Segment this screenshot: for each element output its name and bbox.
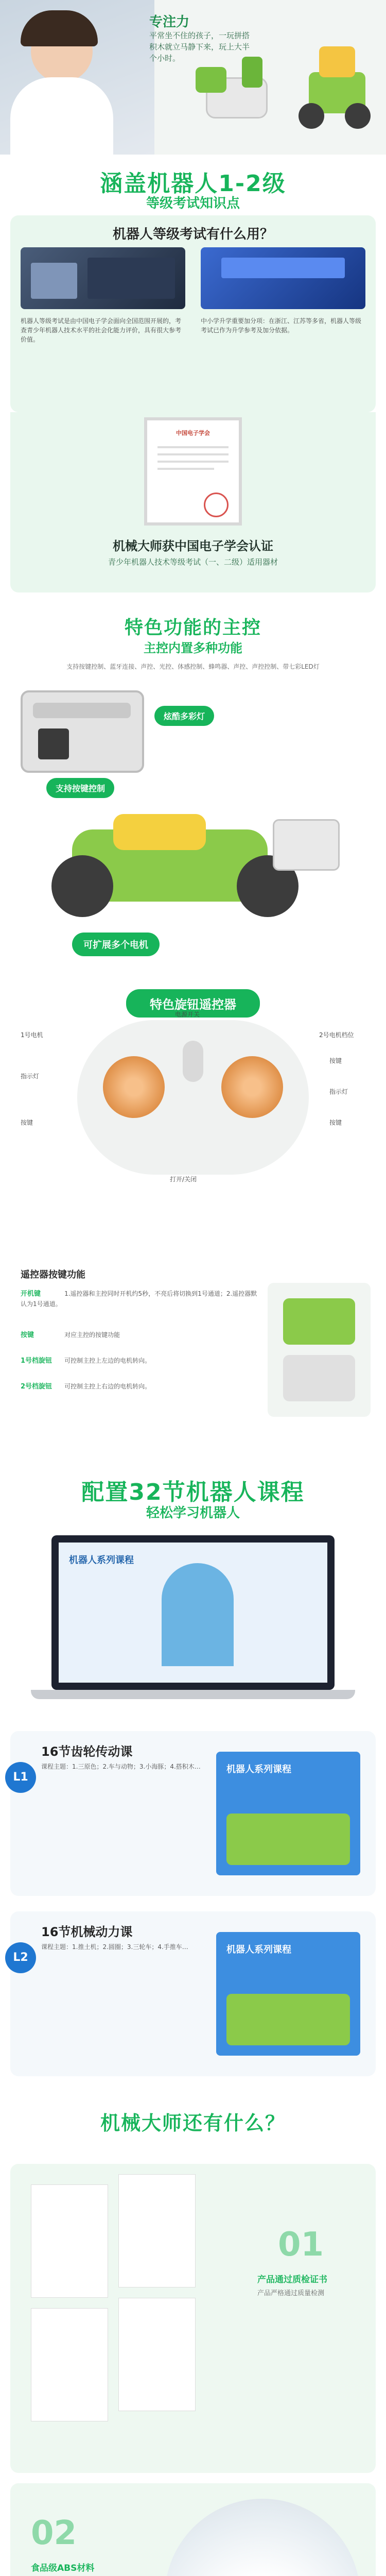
remote-row-text: 对应主控的按键功能: [64, 1331, 120, 1338]
course-l1-card: [10, 1731, 376, 1896]
remote-label-left-3: 按键: [21, 1119, 33, 1126]
exam-subtitle: 等级考试知识点: [146, 196, 240, 211]
remote-row-text: 可控制主控上左边的电机转向。: [64, 1357, 151, 1364]
remote-row-text: 1.遥控器和主控同时开机约5秒，不亮后将切换到1号通道；2.遥控器默认为1号通道。: [21, 1290, 257, 1308]
course-l2-card: [10, 1911, 376, 2076]
course-l2-title: 16节机械动力课: [41, 1925, 133, 1939]
course-l2-desc: 课程主题：1.推土机；2.圆圈；3.三轮车；4.手推车…: [41, 1943, 188, 1951]
remote-function-title: 遥控器按键功能: [21, 1269, 85, 1280]
course-l2-book: [216, 1932, 360, 2056]
exam-question: 机器人等级考试有什么用？: [112, 227, 273, 242]
callout-button: 支持按键控制: [46, 778, 114, 798]
power-switch-icon: [183, 1041, 203, 1082]
hero-tag: 专注力: [149, 14, 190, 30]
cert-panel: [10, 412, 376, 592]
remote-row-key: 开机键: [21, 1290, 41, 1298]
extras-title-02: 食品级ABS材料: [31, 2563, 95, 2573]
exam-photo-right: [201, 247, 365, 309]
remote-label-mid-1: 电源开关: [175, 1011, 200, 1018]
remote-label-mid-2: 打开/关闭: [170, 1176, 197, 1183]
remote-label-left-1: 1号电机: [21, 1031, 43, 1039]
remote-row-3: [21, 1381, 257, 1391]
remote-functions: [0, 1267, 386, 1453]
remote-device: [77, 1020, 309, 1175]
cert-section: [0, 412, 386, 598]
exam-panel: [10, 215, 376, 412]
controller-section: [0, 598, 386, 979]
course-l1-book: [216, 1752, 360, 1875]
cert-subtitle: 青少年机器人技术等级考试（一、二级）适用器材: [108, 557, 278, 567]
remote-header: 特色旋钮遥控器: [126, 989, 260, 1018]
hero-desc: 平常坐不住的孩子，一玩拼搭积木就立马静下来，玩上大半个小时。: [149, 31, 250, 63]
course-laptop: [31, 1535, 355, 1710]
robot-model-1: [196, 57, 278, 134]
course-title: 配置32节机器人课程: [81, 1479, 305, 1505]
remote-row-2: [21, 1355, 257, 1365]
course-l2-badge: L2: [5, 1942, 36, 1973]
extras-item-01: [10, 2164, 376, 2473]
extras-docs-photo: [21, 2174, 206, 2463]
controller-desc: 支持按键控制、蓝牙连接、声控、光控、体感控制、蜂鸣器、声控、声控控制、带七彩LED灯: [66, 663, 320, 670]
remote-label-right-3: 指示灯: [329, 1088, 348, 1095]
robot-model-2: [288, 31, 376, 134]
course-subtitle: 轻松学习机器人: [146, 1505, 240, 1521]
remote-row-0: [21, 1288, 257, 1309]
exam-photo-left: [21, 247, 185, 309]
exam-right-text: 中小学升学重要加分项：在浙江、江苏等多省，机器人等级考试已作为升学参考及加分依据。: [201, 317, 362, 334]
controller-top-module: [21, 690, 144, 773]
extras-title: 机械大师还有什么？: [100, 2112, 286, 2134]
knob-2-icon: [221, 1056, 283, 1118]
course-laptop-screen-title: 机器人系列课程: [69, 1555, 134, 1566]
remote-row-key: 2号档旋钮: [21, 1383, 52, 1391]
callout-led: 炫酷多彩灯: [154, 706, 214, 726]
remote-kit-photo: [268, 1283, 371, 1417]
extras-desc-01: 产品严格通过质量检测: [257, 2290, 325, 2297]
course-l1-title: 16节齿轮传动课: [41, 1744, 133, 1759]
extras-section: [0, 2092, 386, 2576]
extras-num-01: 01: [278, 2226, 324, 2264]
cert-title: 机械大师获中国电子学会认证: [113, 539, 273, 553]
remote-row-key: 按键: [21, 1331, 34, 1339]
controller-title: 特色功能的主控: [124, 617, 261, 638]
course-l1-book-title: 机器人系列课程: [226, 1764, 291, 1775]
remote-row-1: [21, 1329, 257, 1339]
remote-label-right-1: 2号电机档位: [319, 1031, 354, 1039]
extras-pellets-photo: [165, 2499, 360, 2576]
exam-left-text: 机器人等级考试是由中国电子学会面向全国范围开展的，考查青少年机器人技术水平的社会化能力评价，具有很大参考价值。: [21, 317, 182, 343]
extras-item-02: [10, 2483, 376, 2576]
knob-1-icon: [103, 1056, 165, 1118]
controller-car: [31, 809, 360, 922]
course-section: [0, 1453, 386, 2092]
extras-title-01: 产品通过质检证书: [257, 2275, 327, 2285]
callout-motors: 可扩展多个电机: [72, 933, 160, 956]
cert-seal-icon: [204, 493, 229, 517]
hero-section: [0, 0, 386, 155]
remote-row-text: 可控制主控上右边的电机转向。: [64, 1383, 151, 1390]
course-l2-book-title: 机器人系列课程: [226, 1944, 291, 1955]
extras-num-02: 02: [31, 2514, 77, 2552]
controller-subtitle: 主控内置多种功能: [144, 641, 242, 655]
hero-kid-photo: [0, 0, 154, 155]
course-l1-badge: L1: [5, 1762, 36, 1793]
remote-row-key: 1号档旋钮: [21, 1357, 52, 1365]
remote-section: [0, 979, 386, 1267]
cert-doc-header: 中国电子学会: [176, 430, 210, 436]
remote-label-right-2: 按键: [329, 1057, 342, 1064]
remote-label-right-4: 按键: [329, 1119, 342, 1126]
cert-doc: [144, 417, 242, 526]
remote-label-left-2: 指示灯: [21, 1073, 40, 1080]
course-l1-desc: 课程主题：1.三原色；2.车与动物；3.小海豚；4.搭积木…: [41, 1763, 201, 1770]
exam-section: [0, 155, 386, 412]
exam-title: 涵盖机器人1-2级: [100, 171, 286, 197]
